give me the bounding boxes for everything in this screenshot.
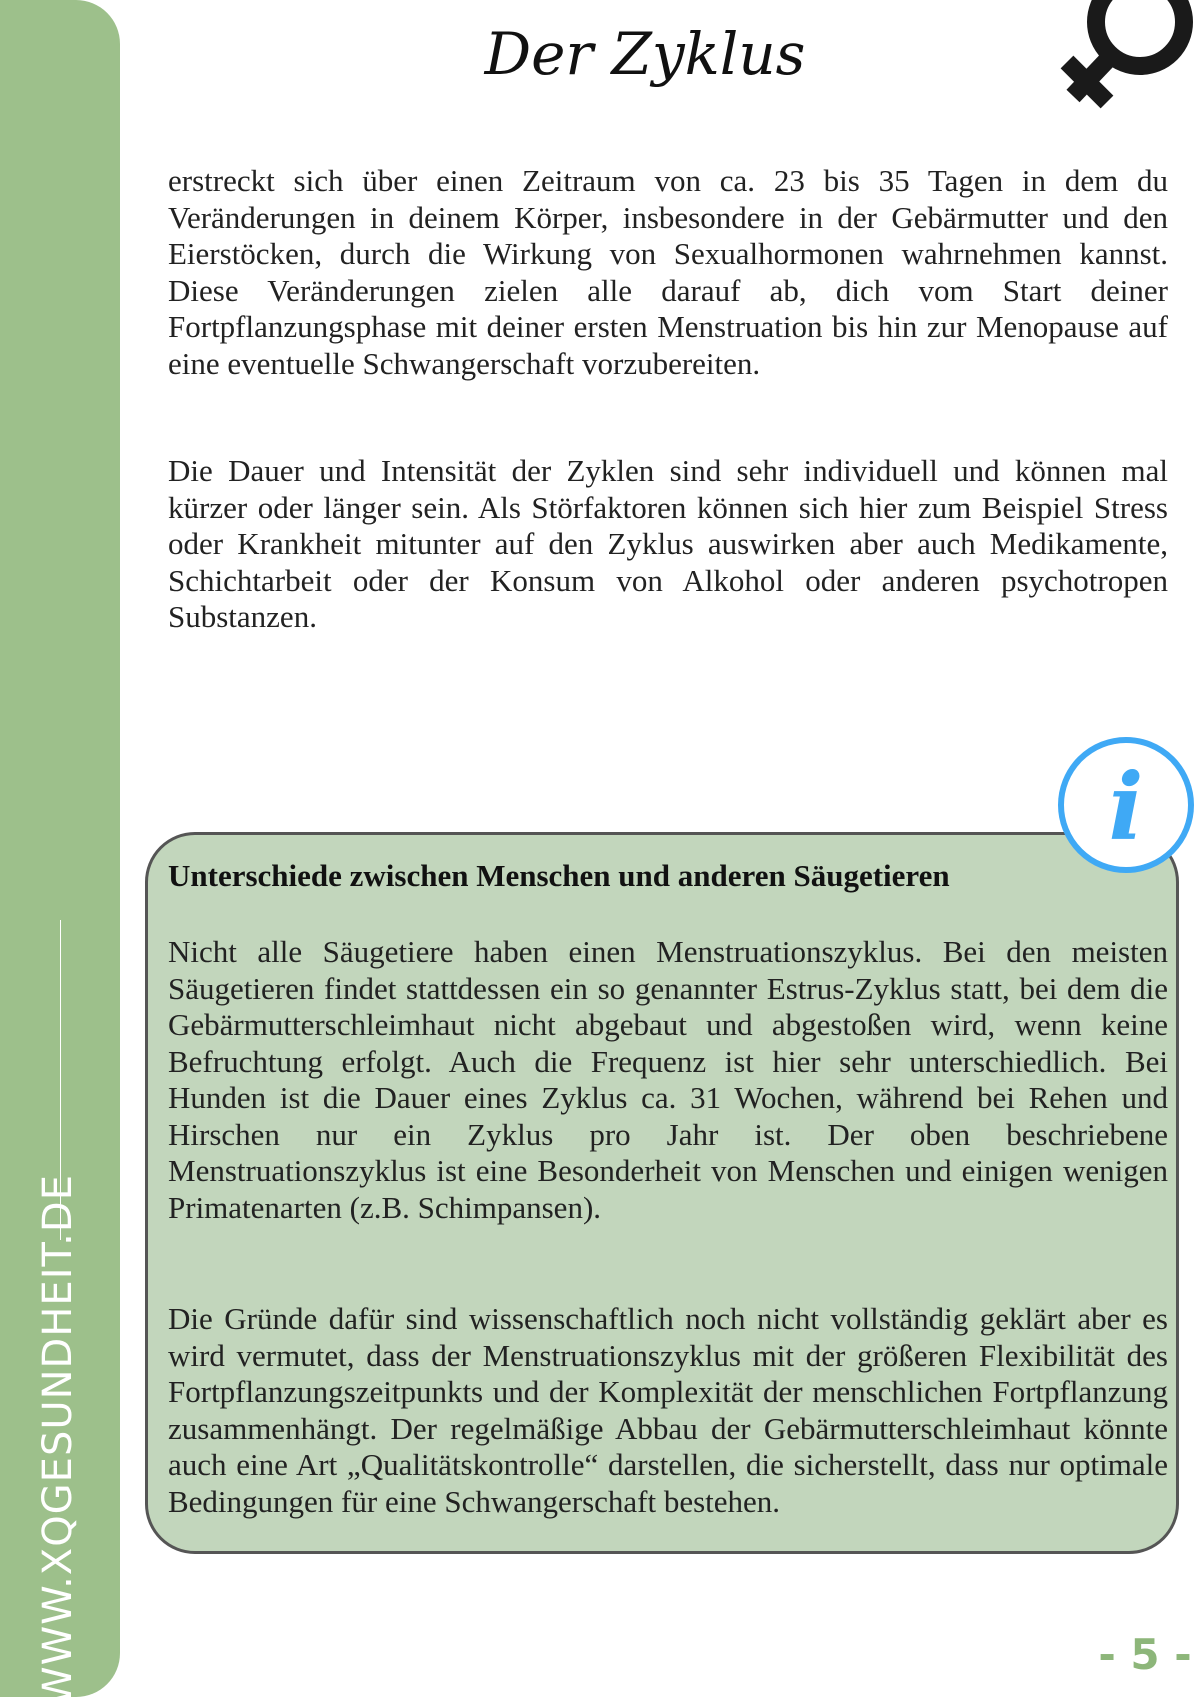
page-number: - 5 - — [1098, 1630, 1192, 1679]
venus-symbol-icon — [1045, 0, 1195, 115]
factors-paragraph: Die Dauer und Intensität der Zyklen sind sehr individuell und können mal kürzer oder länger sein. Als Störfaktoren können sich hier zum Beispiel Stress oder Krankheit mitunter auf den Zyklus auswirken aber auch Medikamente, Schichtarbeit oder der Konsum von Alkohol oder anderen psychotropen Substanzen. — [168, 453, 1168, 634]
info-box-paragraph-1: Nicht alle Säugetiere haben einen Menstruationszyklus. Bei den meisten Säugetieren findet stattdessen ein so genannter Estrus-Zyklus statt, bei dem die Gebärmutterschleimhaut nicht abgebaut und abgestoßen wird, wenn keine Befruchtung erfolgt. Auch die Frequenz ist hier sehr unterschiedlich. Bei Hunden ist die Dauer eines Zyklus ca. 31 Wochen, während bei Rehen und Hirschen nur ein Zyklus pro Jahr ist. Der oben beschriebene Menstruationszyklus ist eine Besonderheit von Menschen und einigen wenigen Primatenarten (z.B. Schimpansen). — [168, 934, 1168, 1225]
info-icon-glyph: i — [1108, 753, 1144, 861]
intro-paragraph: erstreckt sich über einen Zeitraum von ca. 23 bis 35 Tagen in dem du Veränderungen in deinem Körper, insbesondere in der Gebärmutter und den Eierstöcken, durch die Wirkung von Sexualhormonen wahrnehmen kannst. Diese Veränderungen zielen alle darauf ab, dich vom Start deiner Fortpflanzungsphase mit deiner ersten Menstruation bis hin zur Menopause auf eine eventuelle Schwangerschaft vorzubereiten. — [168, 163, 1168, 381]
page-title: Der Zyklus — [484, 20, 806, 88]
info-icon — [1058, 737, 1194, 873]
info-box-title: Unterschiede zwischen Menschen und anderen Säugetieren — [168, 858, 950, 893]
info-box-paragraph-2: Die Gründe dafür sind wissenschaftlich noch nicht vollständig geklärt aber es wird vermutet, dass der Menstruationszyklus mit der größeren Flexibilität des Fortpflanzungszeitpunkts und der Komplexität der menschlichen Fortpflanzung zusammenhängt. Der regelmäßige Abbau der Gebärmutterschleimhaut könnte auch eine Art „Qualitätskontrolle“ darstellen, die sicherstellt, dass nur optimale Bedingungen für eine Schwangerschaft bestehen. — [168, 1301, 1168, 1519]
sidebar-url-text: WWW.XQGESUNDHEIT.DE — [35, 1174, 81, 1706]
